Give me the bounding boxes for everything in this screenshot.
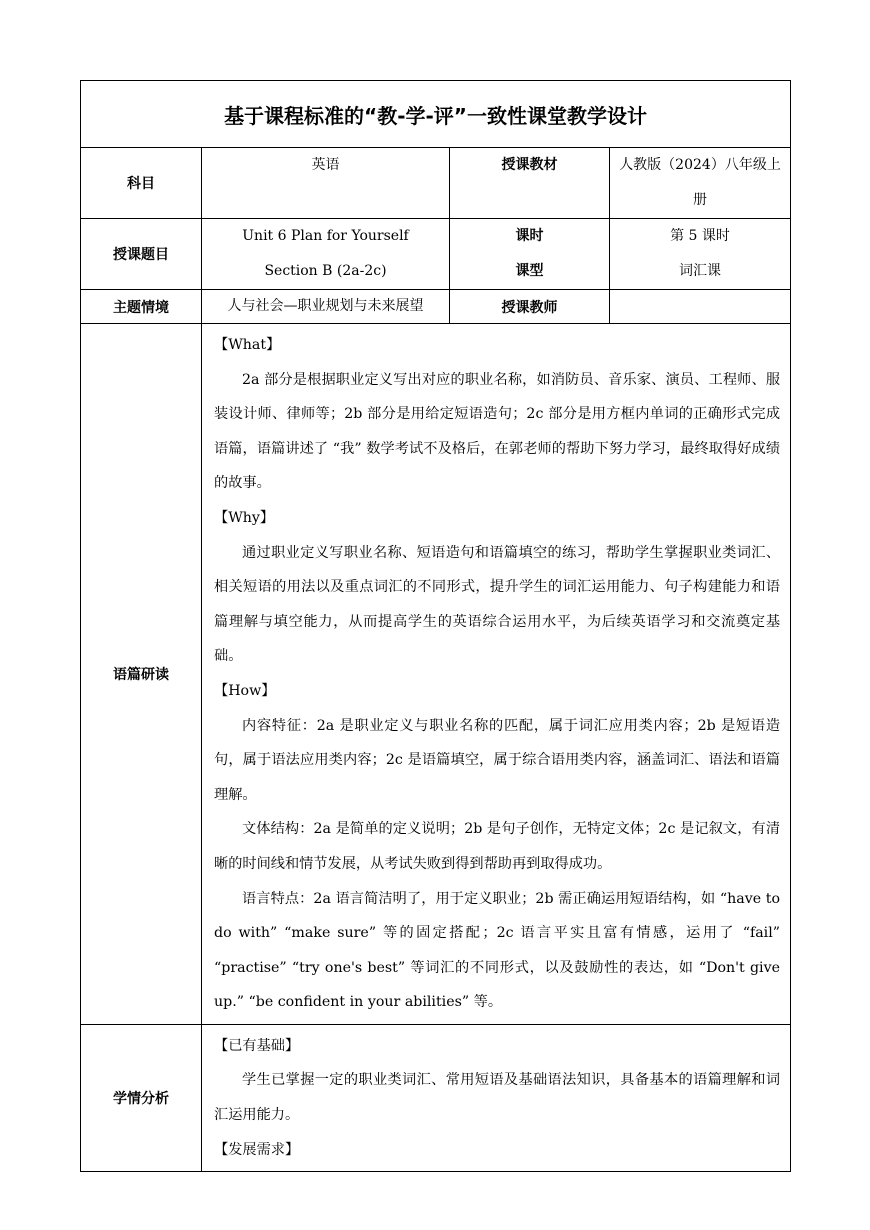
period-type-labels bbox=[450, 219, 610, 290]
lesson-design-table bbox=[80, 80, 791, 1172]
theme-row bbox=[81, 290, 791, 324]
analysis-content bbox=[202, 1024, 791, 1171]
analysis-label: 学情分析 bbox=[81, 1024, 202, 1171]
teacher-value bbox=[610, 290, 791, 324]
reading-label: 语篇研读 bbox=[81, 324, 202, 1025]
how-heading: 【How】 bbox=[214, 682, 276, 699]
how-text-structure: 文体结构：2a 是简单的定义说明；2b 是句子创作，无特定文体；2c 是记叙文，有清晰的时间线和情节发展，从考试失败到得到帮助再到取得成功。 bbox=[214, 821, 781, 872]
subject-label: 科目 bbox=[81, 148, 202, 219]
topic-line-1: Unit 6 Plan for Yourself bbox=[242, 228, 409, 244]
basis-heading: 【已有基础】 bbox=[214, 1037, 300, 1054]
subject-value: 英语 bbox=[202, 148, 450, 219]
teacher-label: 授课教师 bbox=[450, 290, 610, 324]
how-content-features: 内容特征：2a 是职业定义与职业名称的匹配，属于词汇应用类内容；2b 是短语造句，属于语法应用类内容；2c 是语篇填空，属于综合语用类内容，涵盖词汇、语法和语篇理解。 bbox=[214, 717, 781, 803]
reading-row bbox=[81, 324, 791, 1025]
how-language-features: 语言特点：2a 语言简洁明了，用于定义职业；2b 需正确运用短语结构，如 “have to do with” “make sure” 等的固定搭配；2c 语言平实且富有情感，运用了 “fail” “practise” “try one's best” 等词汇的不同形式，以及鼓励性的表达，如 “Don't give up.” “be confident in your abilities” 等。 bbox=[214, 890, 781, 1011]
why-heading: 【Why】 bbox=[214, 509, 275, 526]
document-title: 基于课程标准的“教-学-评”一致性课堂教学设计 bbox=[81, 81, 791, 148]
topic-row bbox=[81, 219, 791, 290]
material-label: 授课教材 bbox=[450, 148, 610, 219]
type-label: 课型 bbox=[515, 263, 544, 279]
type-value: 词汇课 bbox=[679, 263, 721, 279]
theme-label: 主题情境 bbox=[81, 290, 202, 324]
what-text: 2a 部分是根据职业定义写出对应的职业名称，如消防员、音乐家、演员、工程师、服装设计师、律师等；2b 部分是用给定短语造句；2c 部分是用方框内单词的正确形式完成语篇，语篇讲述了 “我” 数学考试不及格后，在郭老师的帮助下努力学习，最终取得好成绩的故事。 bbox=[214, 371, 781, 492]
analysis-row bbox=[81, 1024, 791, 1171]
subject-row bbox=[81, 148, 791, 219]
title-row bbox=[81, 81, 791, 148]
topic-value bbox=[202, 219, 450, 290]
why-text: 通过职业定义写职业名称、短语造句和语篇填空的练习，帮助学生掌握职业类词汇、相关短语的用法以及重点词汇的不同形式，提升学生的词汇运用能力、句子构建能力和语篇理解与填空能力，从而提高学生的英语综合运用水平，为后续英语学习和交流奠定基础。 bbox=[214, 544, 781, 665]
basis-text: 学生已掌握一定的职业类词汇、常用短语及基础语法知识，具备基本的语篇理解和词汇运用能力。 bbox=[214, 1072, 781, 1124]
theme-value: 人与社会—职业规划与未来展望 bbox=[202, 290, 450, 324]
material-value: 人教版（2024）八年级上册 bbox=[610, 148, 791, 219]
period-type-values bbox=[610, 219, 791, 290]
lesson-design-document bbox=[80, 80, 790, 1172]
what-heading: 【What】 bbox=[214, 337, 281, 353]
period-label: 课时 bbox=[515, 228, 544, 244]
topic-line-2: Section B (2a-2c) bbox=[264, 263, 387, 279]
needs-heading: 【发展需求】 bbox=[214, 1141, 300, 1158]
reading-content bbox=[202, 324, 791, 1025]
topic-label: 授课题目 bbox=[81, 219, 202, 290]
period-value: 第 5 课时 bbox=[670, 228, 730, 244]
